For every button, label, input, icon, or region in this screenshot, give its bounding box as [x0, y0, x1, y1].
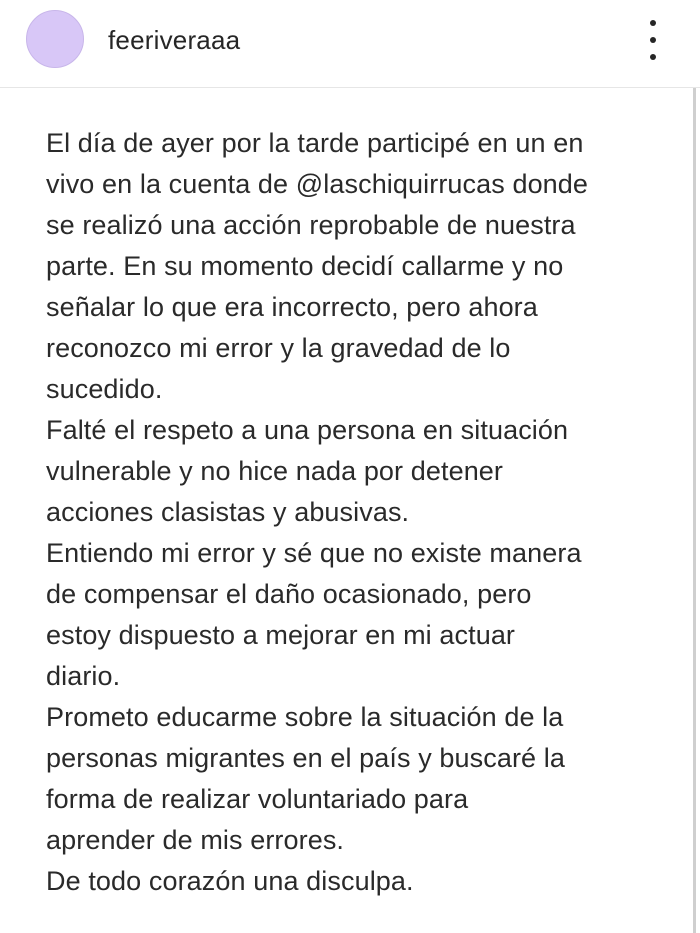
scrollbar[interactable] — [693, 88, 696, 933]
vertical-ellipsis-icon[interactable] — [640, 20, 666, 60]
more-dot — [650, 54, 656, 60]
post-header — [0, 0, 700, 88]
more-dot — [650, 37, 656, 43]
post-content — [0, 88, 700, 933]
avatar[interactable] — [26, 10, 84, 68]
post-text: El día de ayer por la tarde participé en un en vivo en la cuenta de @laschiquirrucas donde se realizó una acción reprobable de nuestra parte. En su momento decidí callarme y no señalar lo que era incorrecto, pero ahora reconozco mi error y la gravedad de lo sucedido. Falté el respeto a una persona en situación vulnerable y no hice nada por detener acciones clasistas y abusivas. Entiendo mi error y sé que no existe manera de compensar el daño ocasionado, pero estoy dispuesto a mejorar en mi actuar diario. Prometo educarme sobre la situación de la personas migrantes en el país y buscaré la forma de realizar voluntariado para aprender de mis errores. De todo corazón una disculpa. — [46, 128, 589, 896]
username[interactable]: feeriveraaa — [108, 25, 241, 55]
more-dot — [650, 20, 656, 26]
